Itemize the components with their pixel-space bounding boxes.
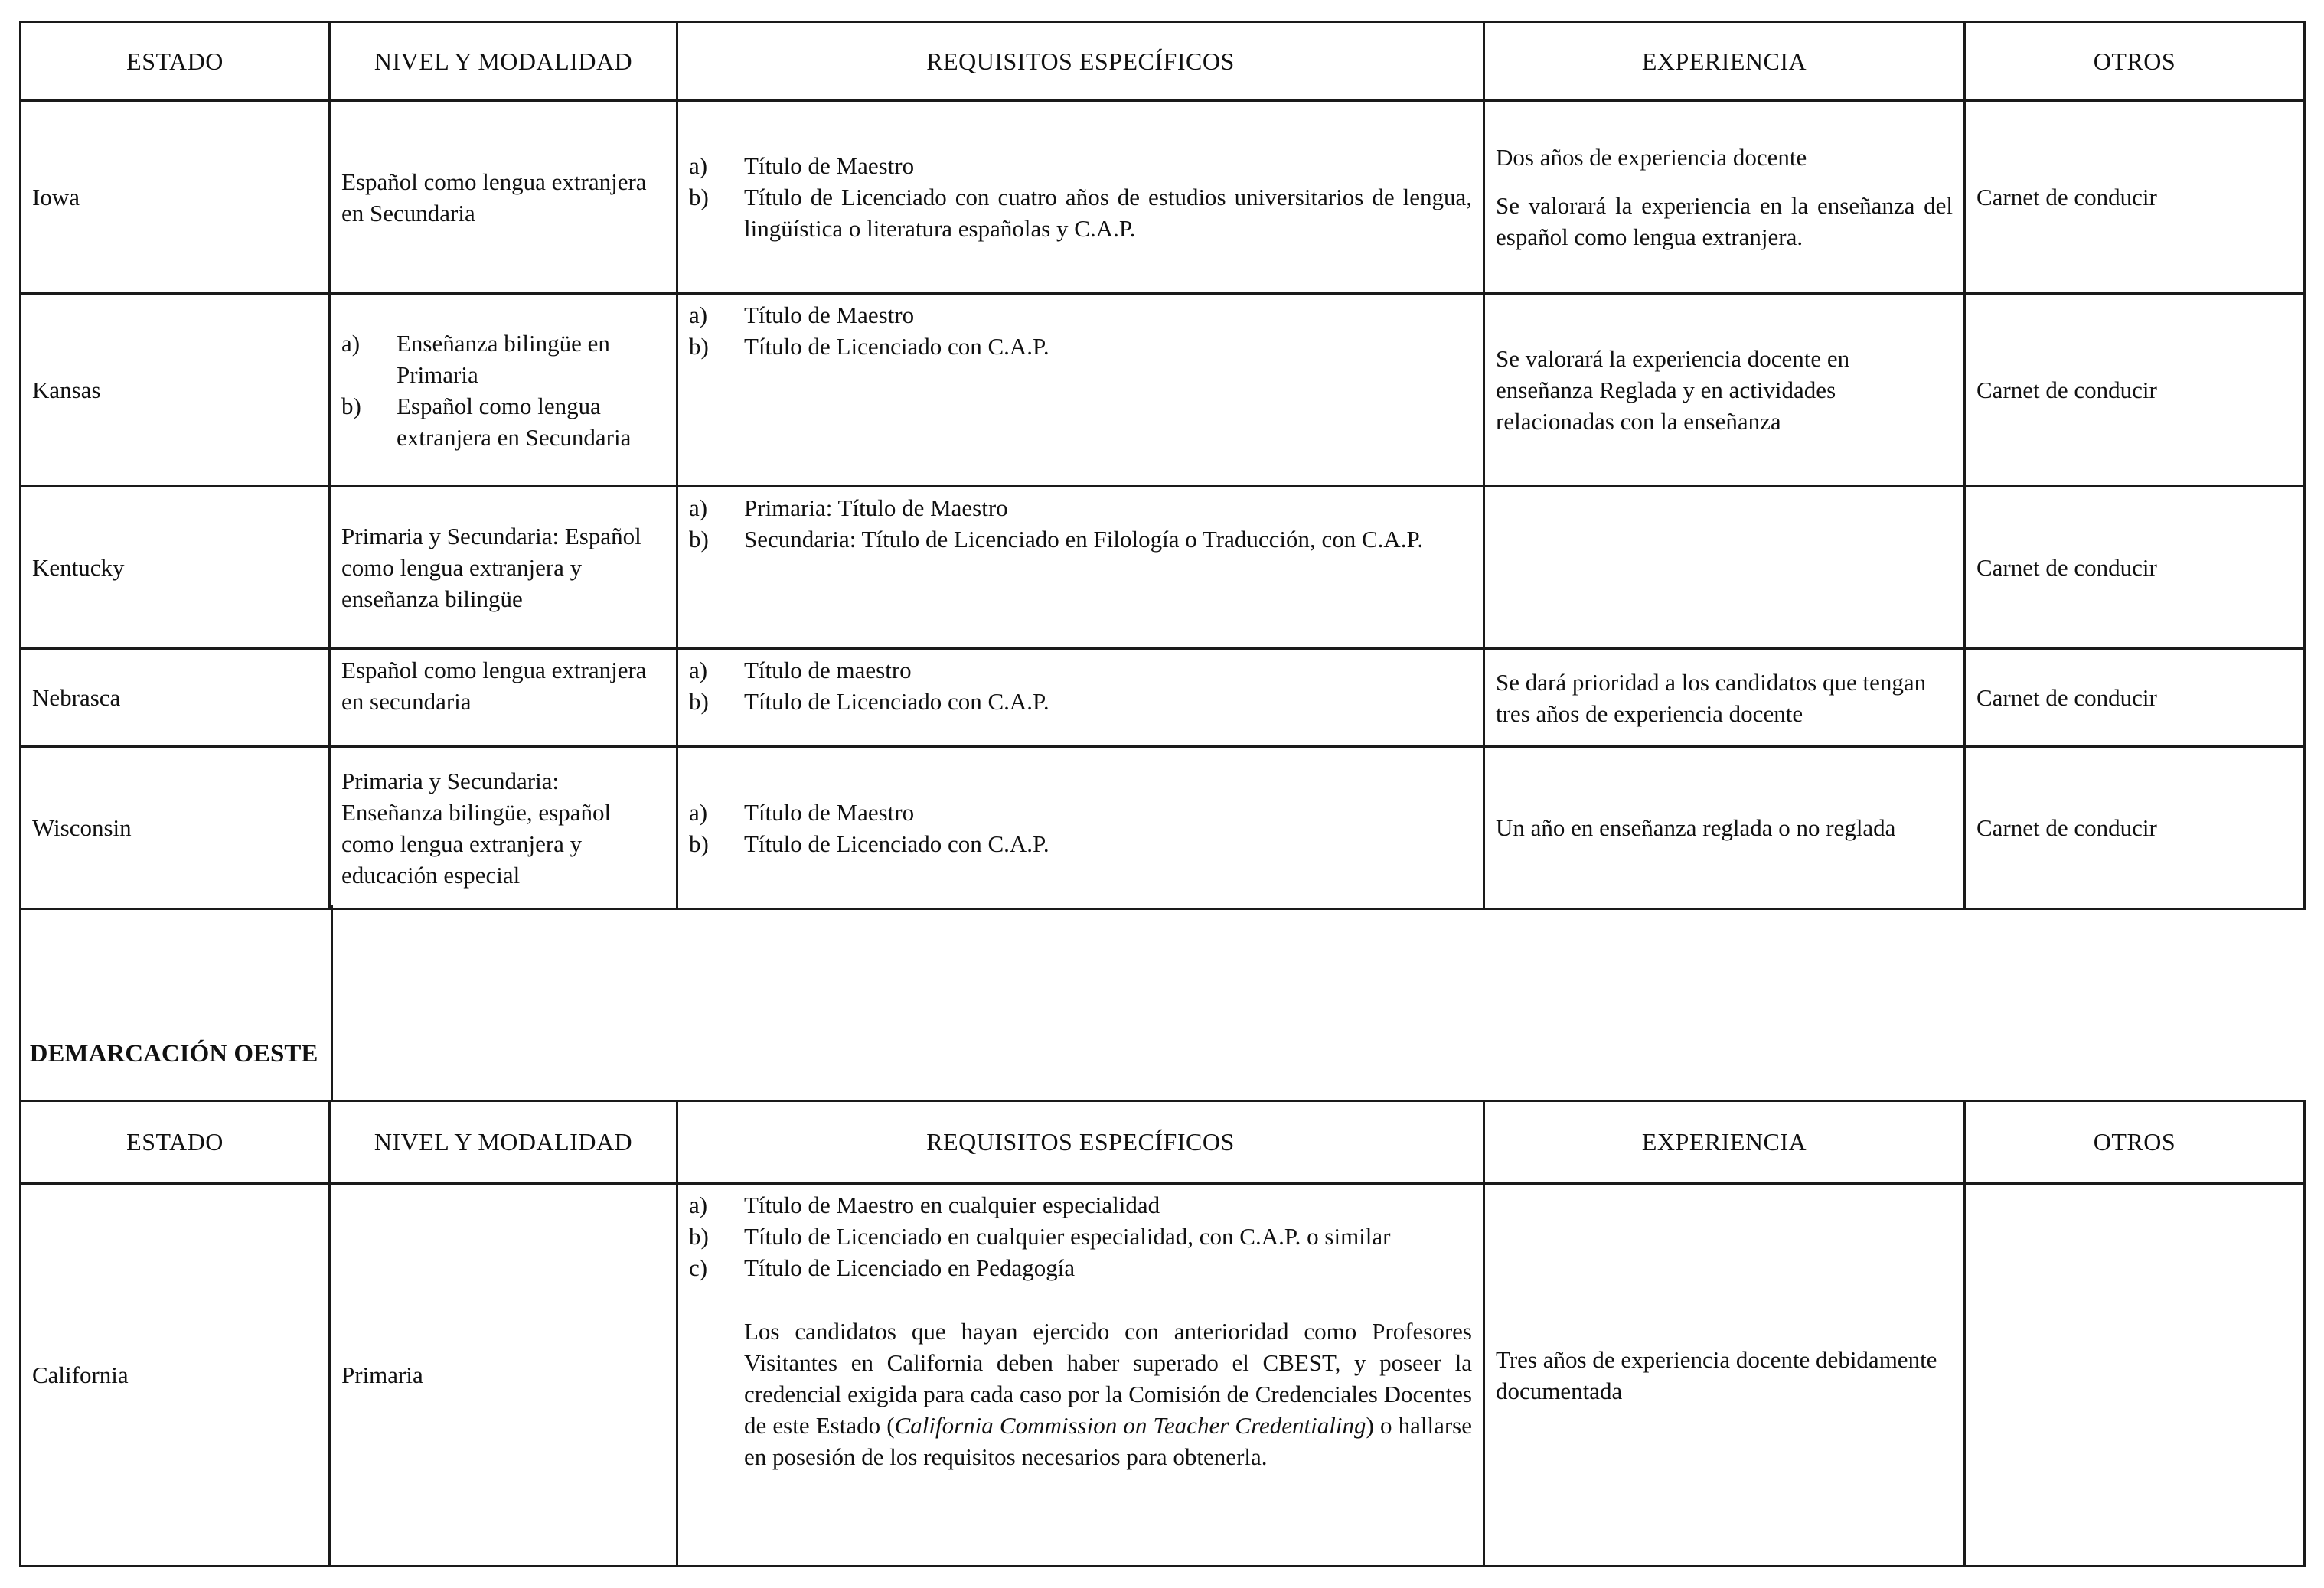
header-otros: OTROS	[1965, 22, 2305, 101]
cell-requisitos	[677, 1184, 1484, 1567]
cell-experiencia: Se dará prioridad a los candidatos que tengan tres años de experiencia docente	[1484, 649, 1965, 747]
cell-nivel: Español como lengua extranjera en Secundaria	[330, 101, 677, 294]
list-item: a) Enseñanza bilingüe en Primaria	[341, 329, 610, 388]
table-header-row	[21, 1101, 2305, 1184]
cell-requisitos	[677, 294, 1484, 487]
list-item: a) Título de Maestro	[689, 798, 915, 826]
header-nivel: NIVEL Y MODALIDAD	[330, 22, 677, 101]
cell-nivel: Primaria y Secundaria: Español como lengua extranjera y enseñanza bilingüe	[330, 487, 677, 649]
table-header-row	[21, 22, 2305, 101]
list-item: b) Título de Licenciado con C.A.P.	[689, 830, 1049, 857]
cell-experiencia: Dos años de experiencia docente Se valorará la experiencia en la enseñanza del español como lengua extranjera.	[1484, 101, 1965, 294]
cell-estado: Wisconsin	[21, 747, 330, 909]
cell-nivel: Primaria	[330, 1184, 677, 1567]
cell-otros: Carnet de conducir	[1965, 101, 2305, 294]
header-experiencia: EXPERIENCIA	[1484, 1101, 1965, 1184]
cell-nivel	[330, 294, 677, 487]
cell-estado: California	[21, 1184, 330, 1567]
list-item: b) Español como lengua extranjera en Secundaria	[341, 392, 632, 451]
cell-estado: Iowa	[21, 101, 330, 294]
requirements-table-1	[19, 21, 2306, 910]
cell-otros	[1965, 1184, 2305, 1567]
list-item: b) Título de Licenciado con C.A.P.	[689, 333, 1049, 360]
header-requisitos: REQUISITOS ESPECÍFICOS	[677, 1101, 1484, 1184]
requirements-table-2	[19, 1100, 2306, 1567]
cell-experiencia: Se valorará la experiencia docente en enseñanza Reglada y en actividades relacionadas con la enseñanza	[1484, 294, 1965, 487]
header-estado: ESTADO	[21, 1101, 330, 1184]
cell-estado: Nebrasca	[21, 649, 330, 747]
cell-requisitos	[677, 747, 1484, 909]
list-item: b) Título de Licenciado con C.A.P.	[689, 688, 1049, 715]
list-item: b) Título de Licenciado en cualquier especialidad, con C.A.P. o similar	[689, 1223, 1391, 1250]
list-item: a) Título de Maestro en cualquier especialidad	[689, 1192, 1160, 1218]
header-otros: OTROS	[1965, 1101, 2305, 1184]
cell-requisitos	[677, 487, 1484, 649]
cell-otros: Carnet de conducir	[1965, 649, 2305, 747]
cell-requisitos	[677, 649, 1484, 747]
cell-otros: Carnet de conducir	[1965, 487, 2305, 649]
list-item: a) Título de Maestro	[689, 152, 915, 179]
cell-estado: Kentucky	[21, 487, 330, 649]
cell-nivel: Primaria y Secundaria: Enseñanza bilingüe, español como lengua extranjera y educación especial	[330, 747, 677, 909]
list-item: a) Título de maestro	[689, 657, 912, 683]
california-note: Los candidatos que hayan ejercido con anterioridad como Profesores Visitantes en California deben haber superado el CBEST, y poseer la credencial exigida para cada caso por la Comisión de Credenciales Docentes de este Estado (California Commission on Teacher Credentialing) o hallarse en posesión de los requisitos necesarios para obtenerla.	[744, 1318, 1472, 1470]
header-requisitos: REQUISITOS ESPECÍFICOS	[677, 22, 1484, 101]
table-row	[21, 649, 2305, 747]
cell-experiencia	[1484, 487, 1965, 649]
list-item: b) Título de Licenciado con cuatro años de estudios universitarios de lengua, lingüística o literatura españolas y C.A.P.	[689, 184, 1472, 242]
header-experiencia: EXPERIENCIA	[1484, 22, 1965, 101]
table-row	[21, 487, 2305, 649]
list-item: a) Título de Maestro	[689, 302, 915, 328]
cell-estado: Kansas	[21, 294, 330, 487]
list-item: b) Secundaria: Título de Licenciado en Filología o Traducción, con C.A.P.	[689, 526, 1424, 553]
cell-otros: Carnet de conducir	[1965, 747, 2305, 909]
table-row	[21, 101, 2305, 294]
cell-nivel: Español como lengua extranjera en secundaria	[330, 649, 677, 747]
cell-experiencia: Tres años de experiencia docente debidamente documentada	[1484, 1184, 1965, 1567]
table-row	[21, 294, 2305, 487]
header-estado: ESTADO	[21, 22, 330, 101]
list-item: a) Primaria: Título de Maestro	[689, 494, 1008, 521]
cell-otros: Carnet de conducir	[1965, 294, 2305, 487]
header-nivel: NIVEL Y MODALIDAD	[330, 1101, 677, 1184]
section-title: DEMARCACIÓN OESTE	[29, 1040, 318, 1068]
table-row	[21, 747, 2305, 909]
cell-experiencia: Un año en enseñanza reglada o no reglada	[1484, 747, 1965, 909]
table-row	[21, 1184, 2305, 1567]
cell-requisitos	[677, 101, 1484, 294]
section-separator	[19, 905, 333, 1102]
list-item: c) Título de Licenciado en Pedagogía	[689, 1254, 1076, 1281]
